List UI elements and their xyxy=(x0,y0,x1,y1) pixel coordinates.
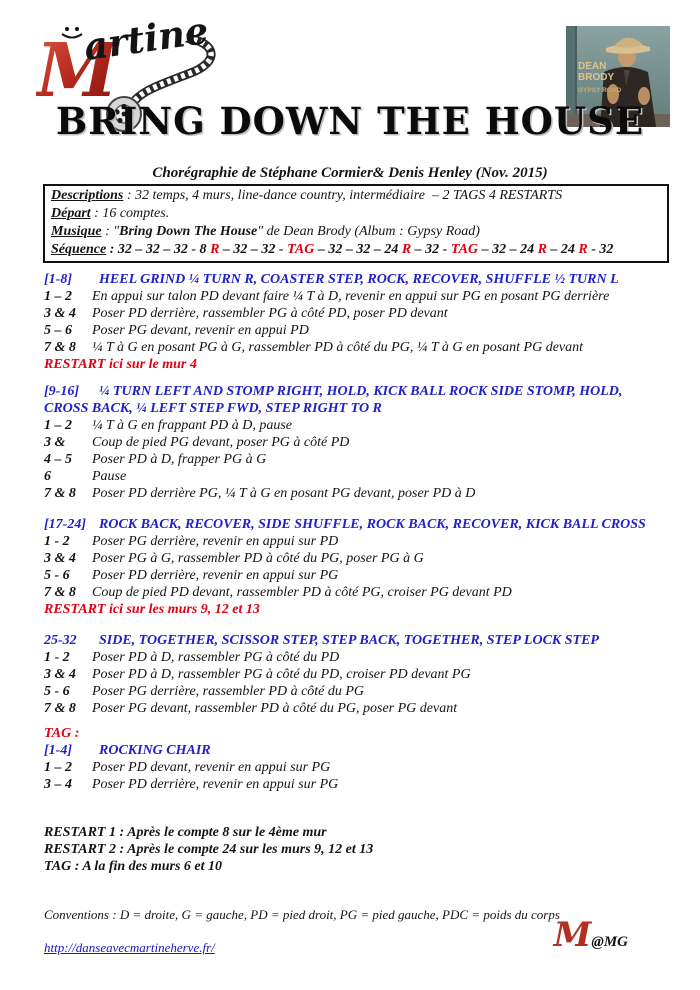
step-count: 1 – 2 xyxy=(44,418,72,433)
step-text: Poser PD derrière, revenir en appui sur PG xyxy=(92,777,339,792)
musique-label: Musique xyxy=(51,224,102,239)
restart-note: RESTART ici sur le mur 4 xyxy=(44,357,197,372)
tag-label: TAG : xyxy=(44,726,80,741)
step-text: Poser PG devant, rassembler PD à côté du PG, poser PG devant xyxy=(92,701,458,716)
tag-section xyxy=(44,725,670,793)
song-title: Bring Down The House xyxy=(119,224,258,239)
info-row-musique xyxy=(51,223,661,241)
step-line xyxy=(44,683,670,700)
section-header xyxy=(44,271,670,288)
step-text: Poser PD à D, rassembler PG à côté du PD, croiser PD devant PG xyxy=(92,667,471,682)
step-line xyxy=(44,649,670,666)
step-text: Poser PD derrière PG, ¼ T à G en posant PG devant, poser PD à D xyxy=(92,486,476,501)
step-text: Coup de pied PG devant, poser PG à côté PD xyxy=(92,435,350,450)
step-line xyxy=(44,339,670,356)
step-line xyxy=(44,485,670,502)
section-range: [9-16] xyxy=(44,384,79,399)
step-line xyxy=(44,666,670,683)
step-line xyxy=(44,567,670,584)
step-text: Poser PD à D, frapper PG à G xyxy=(92,452,267,467)
step-line xyxy=(44,759,670,776)
section-title: ¼ TURN LEFT AND STOMP RIGHT, HOLD, KICK BALL ROCK SIDE STOMP, HOLD, CROSS BACK, ¼ LEFT STEP FWD, STEP RIGHT TO R xyxy=(44,384,623,416)
step-count: 5 - 6 xyxy=(44,568,70,583)
step-count: 1 - 2 xyxy=(44,534,70,549)
step-text: ¼ T à G en posant PG à G, rassembler PD à côté du PG, ¼ T à G en posant PG devant xyxy=(92,340,584,355)
step-line xyxy=(44,584,670,601)
step-count: 3 & 4 xyxy=(44,306,76,321)
album-artist-line1: DEAN xyxy=(578,61,607,72)
section-9-16 xyxy=(44,383,670,502)
page-title: BRING DOWN THE HOUSE xyxy=(55,99,645,143)
choreography-body xyxy=(44,271,670,987)
album-artist-line2: BRODY xyxy=(578,72,615,83)
info-row-descriptions xyxy=(51,187,661,205)
logo-letter-m: M xyxy=(36,28,118,114)
info-row-sequence xyxy=(51,241,661,259)
step-text: ¼ T à G en frappant PD à D, pause xyxy=(92,418,293,433)
step-count: 1 – 2 xyxy=(44,760,72,775)
step-line xyxy=(44,322,670,339)
section-header xyxy=(44,516,670,533)
step-count: 7 & 8 xyxy=(44,340,76,355)
header xyxy=(0,0,700,164)
step-line xyxy=(44,776,670,793)
page-footer xyxy=(44,915,670,987)
mg-signature xyxy=(554,915,628,955)
restart-note: RESTART ici sur les murs 9, 12 et 13 xyxy=(44,602,260,617)
restart2-note: RESTART 2 : Après le compte 24 sur les murs 9, 12 et 13 xyxy=(44,842,374,857)
step-line xyxy=(44,700,670,717)
step-count: 1 – 2 xyxy=(44,289,72,304)
sequence-label: Séquence xyxy=(51,242,107,257)
step-count: 5 – 6 xyxy=(44,323,72,338)
step-count: 7 & 8 xyxy=(44,486,76,501)
section-range: [17-24] xyxy=(44,517,86,532)
section-title: HEEL GRIND ¼ TURN R, COASTER STEP, ROCK, RECOVER, SHUFFLE ½ TURN L xyxy=(99,272,619,287)
step-count: 3 & xyxy=(44,435,66,450)
section-range: 25-32 xyxy=(44,633,77,648)
step-count: 3 & 4 xyxy=(44,551,76,566)
step-text: Poser PG derrière, rassembler PD à côté du PG xyxy=(92,684,365,699)
step-text: Poser PG devant, revenir en appui PD xyxy=(92,323,309,338)
info-box xyxy=(43,184,669,263)
step-text: Poser PD devant, revenir en appui sur PG xyxy=(92,760,331,775)
section-header xyxy=(44,383,670,417)
step-count: 1 - 2 xyxy=(44,650,70,665)
step-line xyxy=(44,451,670,468)
section-range: [1-4] xyxy=(44,743,72,758)
step-text: Coup de pied PD devant, rassembler PD à côté PG, croiser PG devant PD xyxy=(92,585,512,600)
step-text: En appui sur talon PD devant faire ¼ T à D, revenir en appui sur PG en posant PG derrière xyxy=(92,289,610,304)
section-17-24 xyxy=(44,516,670,618)
mg-credit: @MG xyxy=(591,934,628,950)
sequence-colon: : xyxy=(106,242,118,257)
musique-suffix: " de Dean Brody (Album : Gypsy Road) xyxy=(257,224,480,239)
footer-notes xyxy=(44,824,670,875)
step-count: 7 & 8 xyxy=(44,701,76,716)
step-line xyxy=(44,305,670,322)
step-line xyxy=(44,288,670,305)
depart-value: : 16 comptes. xyxy=(90,206,170,221)
step-count: 7 & 8 xyxy=(44,585,76,600)
step-text: Pause xyxy=(92,469,127,484)
step-line xyxy=(44,550,670,567)
website-link[interactable]: http://danseavecmartineherve.fr/ xyxy=(44,940,215,955)
step-count: 5 - 6 xyxy=(44,684,70,699)
section-range: [1-8] xyxy=(44,272,72,287)
step-count: 4 – 5 xyxy=(44,452,72,467)
step-line xyxy=(44,434,670,451)
section-header xyxy=(44,632,670,649)
step-text: Poser PD derrière, revenir en appui sur PG xyxy=(92,568,339,583)
restart1-note: RESTART 1 : Après le compte 8 sur le 4ème mur xyxy=(44,825,327,840)
choreography-subtitle: Chorégraphie de Stéphane Cormier& Denis Henley (Nov. 2015) xyxy=(152,165,548,181)
section-25-32 xyxy=(44,632,670,717)
step-line xyxy=(44,468,670,485)
descriptions-label: Descriptions xyxy=(51,188,124,203)
section-title: SIDE, TOGETHER, SCISSOR STEP, STEP BACK, TOGETHER, STEP LOCK STEP xyxy=(99,633,599,648)
section-title: ROCKING CHAIR xyxy=(99,743,211,758)
sequence-value: 32 – 32 – 32 - 8 R – 32 – 32 - TAG – 32 – 32 – 24 R – 32 - TAG – 32 – 24 R – 24 R - 32 xyxy=(117,242,614,257)
depart-label: Départ xyxy=(51,206,91,221)
step-line xyxy=(44,417,670,434)
step-text: Poser PD derrière, rassembler PG à côté PD, poser PD devant xyxy=(92,306,448,321)
step-count: 3 – 4 xyxy=(44,777,72,792)
step-text: Poser PD à D, rassembler PG à côté du PD xyxy=(92,650,340,665)
musique-prefix: : " xyxy=(101,224,120,239)
logo-text-artine: artine xyxy=(81,8,212,69)
conventions-note: Conventions : D = droite, G = gauche, PD = pied droit, PG = pied gauche, PDC = poids du corps xyxy=(44,907,560,922)
section-header xyxy=(44,742,670,759)
step-text: Poser PG derrière, revenir en appui sur PD xyxy=(92,534,339,549)
section-title: ROCK BACK, RECOVER, SIDE SHUFFLE, ROCK BACK, RECOVER, KICK BALL CROSS xyxy=(99,517,646,532)
mg-logo-m: M xyxy=(553,915,592,955)
section-1-8 xyxy=(44,271,670,373)
info-row-depart xyxy=(51,205,661,223)
step-text: Poser PG à G, rassembler PD à côté du PG, poser PG à G xyxy=(92,551,424,566)
step-count: 3 & 4 xyxy=(44,667,76,682)
album-title-text: GYPSY ROAD xyxy=(578,87,622,94)
descriptions-value: : 32 temps, 4 murs, line-dance country, intermédiaire – 2 TAGS 4 RESTARTS xyxy=(123,188,563,203)
step-count: 6 xyxy=(44,469,51,484)
step-line xyxy=(44,533,670,550)
tag-note: TAG : A la fin des murs 6 et 10 xyxy=(44,859,223,874)
